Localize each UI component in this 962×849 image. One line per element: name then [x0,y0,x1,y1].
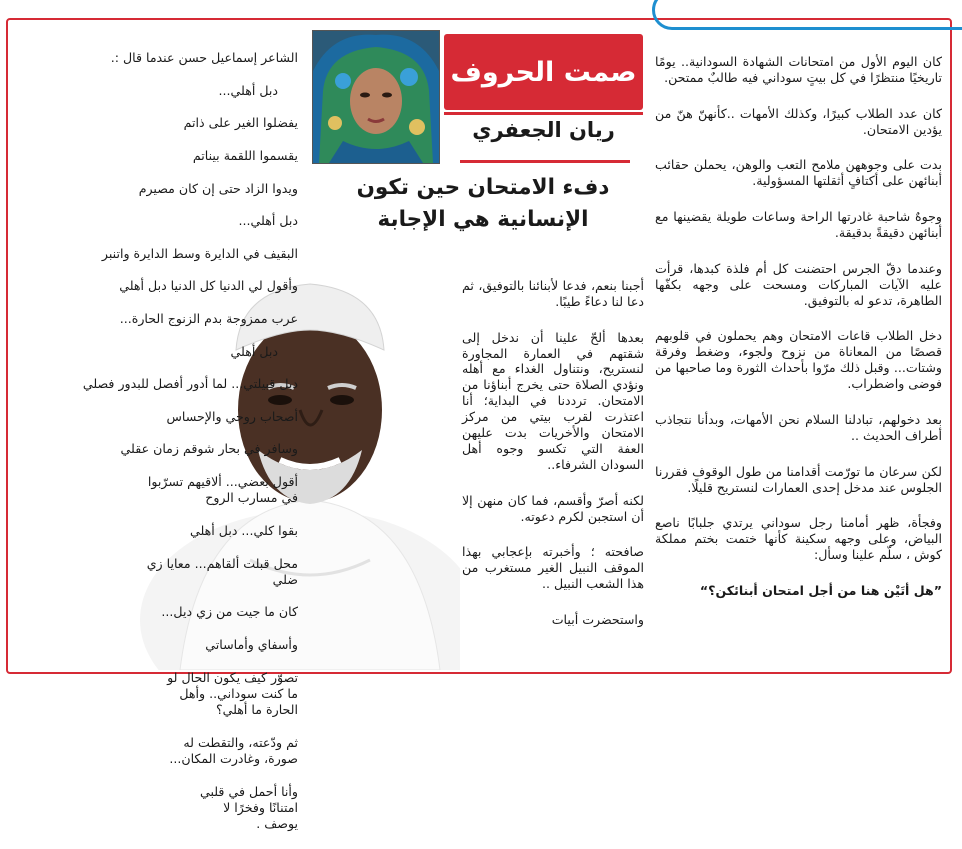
poem-line: أصحاب روحي والإحساس [166,408,298,424]
poem-line: الشاعر إسماعيل حسن عندما قال :. [110,50,298,66]
poem-line: دبل أهلي... [218,82,278,98]
paragraph: كان اليوم الأول من امتحانات الشهادة السودانية.. يومًا تاريخيًا منتظرًا في كل بيتٍ سوداني فيه طالبٌ ممتحن. [655,53,942,85]
poem-line: دبل أهلي [230,343,278,359]
poem-line: محل قبلت ألقاهم... معايا زي ضلي [146,555,298,587]
paragraph: ثم ودّعته، والتقطت له صورة، وغادرت المكان... [169,734,298,767]
top-banner-pill [652,0,962,30]
divider [460,160,630,163]
article-headline: دفء الامتحان حين تكون الإنسانية هي الإجابة [356,175,610,232]
paragraph: وفجأة، ظهر أمامنا رجل سوداني يرتدي جلبابًا ناصع البياض، وعلى وجهه سكينة كأنها ختمت بختم مملكة كوش ، سلّم علينا وسأل: [655,515,942,563]
poem-line: وأسفاي وأماساتي [205,636,298,652]
paragraph: بعدها ألحّ علينا أن ندخل إلى شقتهم في العمارة المجاورة لنستريح، ونتناول الغداء مع أهله ونؤدي الصلاة حتى يخرج أبناؤنا من الامتحان. ترددنا في البداية؛ أنا اعتذرت لقرب بيتي من مركز الامتحان والأخريات بدت عليهن العفة التي تكسو وجوه أهل السودان الشرفاء.. [462,329,644,472]
left-text-column [18,34,298,849]
paragraph: لكن سرعان ما تورّمت أقدامنا من طول الوقوف فقررنا الجلوس عند مدخل إحدى العمارات لنستريح قليلًا. [655,463,942,495]
paragraph: وجوهٌ شاحبة غادرتها الراحة وساعات طويلة يقضينها مع أبنائهن دقيقةً بدقيقة. [655,209,942,240]
author-photo [312,30,440,164]
paragraph: وأنا أحمل في قلبي امتنانًا وفخرًا لا يوصف . [199,783,298,832]
paragraph: وعندما دقّ الجرس احتضنت كل أم فلذة كبدها، قرأت عليه الآيات المباركات ومسحت على وجهه بكفّها الطاهرة، تدعو له بالتوفيق. [655,260,942,308]
paragraph: صافحته ؛ وأخبرته بإعجابي بهذا الموقف النبيل الغير مستغرب من هذا الشعب النبيل .. [462,544,644,592]
divider [444,112,643,115]
poem-line: كان ما جيت من زي ديل... [161,604,298,620]
poem-line: وأقول لي الدنيا كل الدنيا دبل أهلي [119,278,298,294]
author-name: ريان الجعفري [472,118,615,142]
paragraph: لكنه أصرّ وأقسم، فما كان منهن إلا أن استجبن لكرم دعوته. [462,492,644,524]
paragraph: واستحضرت أبيات [551,612,644,628]
poem-line: البقيف في الدايرة وسط الدايرة واتنبر [101,245,298,261]
paragraph: كان عدد الطلاب كبيرًا، وكذلك الأمهات ..كأنهنّ هنّ من يؤدين الامتحان. [655,105,942,137]
poem-line: دبل قبيلتي... لما أدور أفصل للبدور فصلي [82,376,298,392]
poem-line: أقول بعضي... ألاقيهم تسرّبوا في مسارب الروح [147,474,298,506]
paragraph: دخل الطلاب قاعات الامتحان وهم يحملون في قلوبهم قصصًا من المعاناة من نزوح ولجوء، وضغط وفرقة وشتات... وقبل ذلك مرّوا بأحداث الثورة وما صاحبها من فوضى واضطراب. [655,328,942,392]
poem-line: يفضلوا الغير على ذاتم [183,115,298,131]
paragraph: تصوّر كيف يكون الحال لو ما كنت سوداني.. وأهل الحارة ما أهلي؟ [167,669,298,718]
right-text-column [655,38,942,619]
poem-line: دبل أهلي... [238,213,298,229]
paragraph: أجبنا بنعم، فدعا لأبنائنا بالتوفيق، ثم دعا لنا دعاءً طيبًا. [462,277,644,309]
paragraph: بدت على وجوههن ملامح التعب والوهن، يحملن حقائب أبنائهن على أكتافٍ أثقلتها المسؤولية. [655,157,942,189]
middle-text-column [462,262,644,648]
poem-line: ويدوا الزاد حتى إن كان مصيرم [138,180,298,196]
quoted-question: ”هل أتَيْن هنا من أجل امتحان أبنائكن؟“ [699,583,942,598]
poem-line: بقوا كلي... دبل أهلي [189,522,298,538]
poem-line: يقسموا اللقمة بيناتم [192,148,298,164]
column-name-badge [444,34,643,110]
poem-line: وسافر في بحار شوقم زمان عقلي [120,441,298,457]
column-name: صمت الحروف [450,56,637,88]
author-portrait-illustration [313,31,439,163]
poem-line: عرب ممزوجة بدم الزنوج الحارة... [119,311,298,327]
paragraph: بعد دخولهم، تبادلنا السلام نحن الأمهات، وبدأنا نتجاذب أطراف الحديث .. [655,411,942,443]
